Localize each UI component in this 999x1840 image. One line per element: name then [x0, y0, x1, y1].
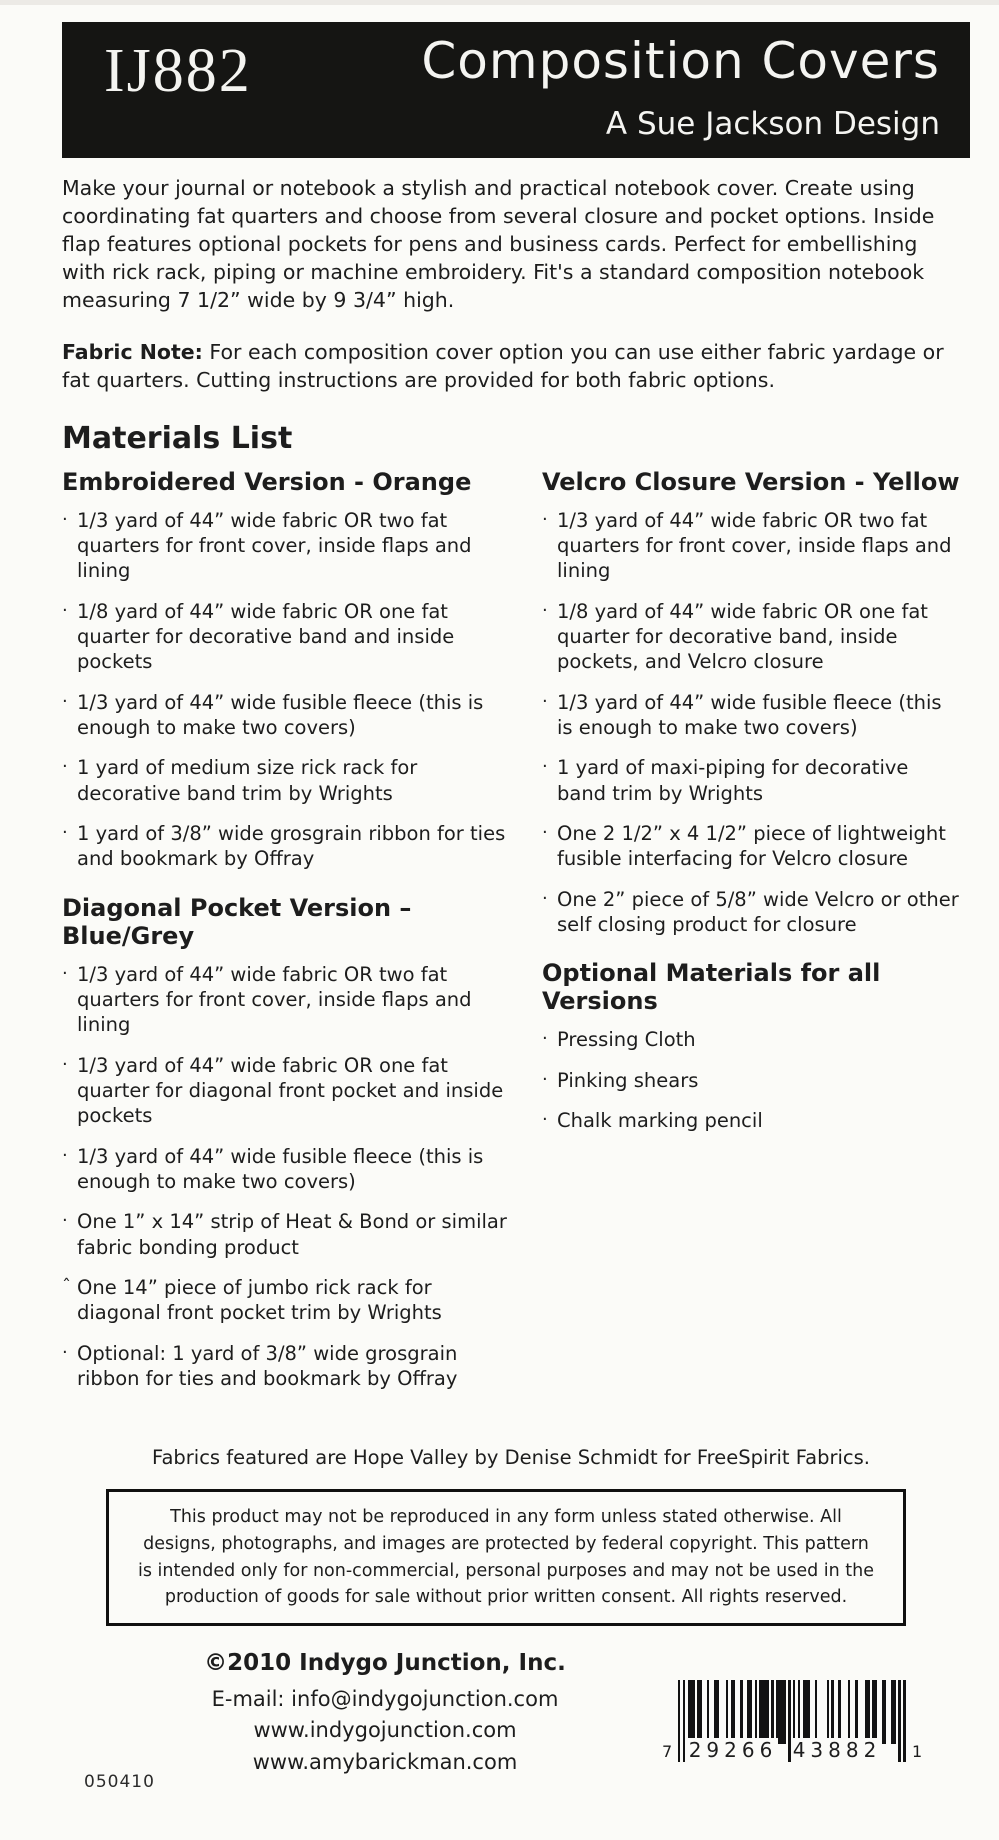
bullet-icon: ˆ	[62, 1276, 71, 1298]
barcode-bar	[759, 1680, 769, 1744]
bullet-icon: ·	[542, 1109, 548, 1131]
materials-list-title: Materials List	[62, 420, 293, 456]
barcode-digits-group-right: 43882	[792, 1737, 882, 1762]
barcode-bar	[697, 1680, 702, 1744]
barcode-bar	[776, 1680, 786, 1744]
materials-list-item	[62, 690, 512, 741]
bullet-icon: ·	[542, 887, 548, 909]
list-item-text: 1/3 yard of 44” wide fusible fleece (this is enough to make two covers)	[77, 1144, 484, 1194]
materials-column-left	[62, 468, 512, 1407]
bullet-icon: ·	[542, 599, 548, 621]
barcode-digit-right: 1	[912, 1741, 923, 1761]
materials-list-item	[62, 1209, 512, 1260]
materials-list-item	[542, 1108, 960, 1133]
list-item-text: 1/3 yard of 44” wide fusible fleece (this is enough to make two covers)	[557, 690, 942, 739]
barcode-bar	[831, 1680, 833, 1744]
materials-list-item	[62, 508, 512, 584]
barcode-digit-left: 7	[662, 1741, 673, 1761]
barcode-bar	[898, 1680, 900, 1762]
barcode-bar	[740, 1680, 742, 1744]
list-item-text: One 14” piece of jumbo rick rack for diagonal front pocket trim by Wrights	[77, 1276, 442, 1325]
bullet-icon: ·	[542, 821, 548, 843]
materials-list-item	[62, 1053, 512, 1129]
bullet-icon: ·	[542, 690, 548, 712]
bullet-icon: ·	[542, 756, 548, 778]
materials-list-item	[62, 962, 512, 1038]
list-item-text: 1/3 yard of 44” wide fabric OR one fat quarter for diagonal front pocket and inside pockets	[77, 1053, 504, 1128]
list-item-text: One 1” x 14” strip of Heat & Bond or similar fabric bonding product	[77, 1210, 507, 1259]
barcode-bar	[838, 1680, 840, 1744]
barcode-bar	[747, 1680, 752, 1744]
list-item-text: 1 yard of maxi-piping for decorative band trim by Wrights	[557, 756, 909, 805]
bullet-icon: ·	[62, 1210, 68, 1232]
bullet-icon: ·	[62, 599, 68, 621]
materials-list-item	[62, 1144, 512, 1195]
barcode-bar	[848, 1680, 850, 1744]
barcode-bar	[872, 1680, 877, 1744]
barcode-bar	[683, 1680, 685, 1762]
materials-columns	[62, 468, 960, 1407]
materials-list-item	[62, 599, 512, 675]
fabric-note-label: Fabric Note:	[62, 340, 203, 365]
barcode-bar	[714, 1680, 719, 1744]
barcode-bar	[855, 1680, 857, 1744]
list-item-text: Pinking shears	[557, 1068, 699, 1092]
barcode-bar	[815, 1680, 817, 1744]
barcode-bar	[678, 1680, 680, 1762]
section-heading: Diagonal Pocket Version – Blue/Grey	[62, 893, 412, 950]
materials-list-item	[542, 508, 960, 584]
barcode-bar	[798, 1680, 800, 1744]
list-item-text: Optional: 1 yard of 3/8” wide grosgrain ribbon for ties and bookmark by Offray	[77, 1341, 458, 1391]
barcode-bar	[726, 1680, 728, 1744]
barcode-bar	[865, 1680, 870, 1744]
list-item-text: One 2 1/2” x 4 1/2” piece of lightweight fusible interfacing for Velcro closure	[557, 821, 946, 871]
barcode-bar	[788, 1680, 790, 1762]
pattern-title: Composition Covers	[421, 32, 940, 90]
list-item-text: One 2” piece of 5/8” wide Velcro or other self closing product for closure	[557, 887, 959, 937]
designer-credit: A Sue Jackson Design	[605, 106, 940, 142]
barcode-bar	[755, 1680, 757, 1744]
barcode-bar	[803, 1680, 810, 1744]
fabrics-featured-note: Fabrics featured are Hope Valley by Denise Schmidt for FreeSpirit Fabrics.	[152, 1446, 870, 1470]
materials-list-item	[542, 755, 960, 806]
bullet-icon: ·	[62, 756, 68, 778]
bullet-icon: ·	[62, 1053, 68, 1075]
publisher-website-1: www.indygojunction.com	[253, 1718, 517, 1743]
section-heading: Embroidered Version - Orange	[62, 467, 472, 496]
upc-barcode	[662, 1680, 922, 1785]
list-item-text: 1 yard of medium size rick rack for decorative band trim by Wrights	[77, 756, 418, 805]
barcode-bar	[827, 1680, 829, 1744]
list-item-text: 1/8 yard of 44” wide fabric OR one fat quarter for decorative band and inside pockets	[77, 599, 455, 674]
publisher-copyright: ©2010 Indygo Junction, Inc.	[204, 1649, 566, 1676]
barcode-bar	[707, 1680, 709, 1744]
materials-list-item	[62, 821, 512, 872]
intro-paragraph: Make your journal or notebook a stylish and practical notebook cover. Create using coordinating fat quarters and choose from several closure and pocket options. Inside flap features optional pockets for pens and business cards. Perfect for embellishing with rick rack, piping or machine embroidery. Fit's a standard composition notebook measuring 7 1/2” wide by 9 3/4” high.	[62, 176, 935, 313]
scan-edge-artifact	[0, 0, 999, 5]
materials-list-item	[542, 599, 960, 675]
materials-column-right	[542, 468, 960, 1149]
list-item-text: 1/3 yard of 44” wide fabric OR two fat quarters for front cover, inside flaps and lining	[77, 508, 472, 583]
section-heading: Optional Materials for all Versions	[542, 959, 881, 1016]
barcode-bar	[882, 1680, 887, 1744]
publisher-website-2: www.amybarickman.com	[252, 1749, 518, 1774]
bullet-icon: ·	[542, 1028, 548, 1050]
barcode-bar	[903, 1680, 905, 1762]
barcode-bar	[688, 1680, 695, 1744]
materials-list-item	[542, 887, 960, 938]
list-item-text: Pressing Cloth	[557, 1028, 696, 1052]
materials-list-item	[62, 1275, 512, 1326]
footer-bottom	[62, 1650, 960, 1840]
barcode-bar	[771, 1680, 773, 1744]
bullet-icon: ·	[62, 508, 68, 530]
publisher-block	[150, 1650, 620, 1779]
fabric-note	[62, 338, 960, 394]
barcode-digits-group-left: 29266	[688, 1737, 778, 1762]
barcode-bar	[731, 1680, 736, 1744]
print-date-code: 050410	[84, 1771, 155, 1792]
materials-list-item	[542, 1027, 960, 1052]
bullet-icon: ·	[62, 962, 68, 984]
section-heading: Velcro Closure Version - Yellow	[542, 467, 960, 496]
copyright-notice-box: This product may not be reproduced in any form unless stated otherwise. All designs, photographs, and images are protected by federal copyright. This pattern is intended only for non-commercial, personal purposes and may not be used in the production of goods for sale without prior written consent. All rights reserved.	[106, 1489, 906, 1625]
materials-list-item	[542, 1068, 960, 1093]
title-banner	[62, 22, 970, 158]
bullet-icon: ·	[62, 690, 68, 712]
list-item-text: 1 yard of 3/8” wide grosgrain ribbon for ties and bookmark by Offray	[77, 821, 506, 871]
list-item-text: 1/3 yard of 44” wide fusible fleece (this is enough to make two covers)	[77, 690, 484, 739]
materials-list-item	[542, 690, 960, 741]
materials-list-item	[62, 755, 512, 806]
list-item-text: 1/3 yard of 44” wide fabric OR two fat quarters for front cover, inside flaps and lining	[77, 962, 472, 1037]
list-item-text: 1/8 yard of 44” wide fabric OR one fat quarter for decorative band, inside pockets, and Velcro closure	[557, 599, 928, 674]
bullet-icon: ·	[62, 1144, 68, 1166]
bullet-icon: ·	[62, 821, 68, 843]
materials-list-item	[62, 1341, 512, 1392]
list-item-text: Chalk marking pencil	[557, 1109, 763, 1133]
page-content	[62, 174, 960, 1840]
bullet-icon: ·	[542, 1068, 548, 1090]
barcode-bar	[891, 1680, 896, 1744]
bullet-icon: ·	[62, 1341, 68, 1363]
publisher-email: E-mail: info@indygojunction.com	[211, 1686, 559, 1711]
list-item-text: 1/3 yard of 44” wide fabric OR two fat quarters for front cover, inside flaps and lining	[557, 508, 952, 583]
pattern-number: IJ882	[104, 37, 252, 105]
bullet-icon: ·	[542, 508, 548, 530]
materials-list-item	[542, 821, 960, 872]
fabric-note-text: For each composition cover option you can use either fabric yardage or fat quarters. Cutting instructions are provided for both fabric options.	[62, 340, 944, 393]
